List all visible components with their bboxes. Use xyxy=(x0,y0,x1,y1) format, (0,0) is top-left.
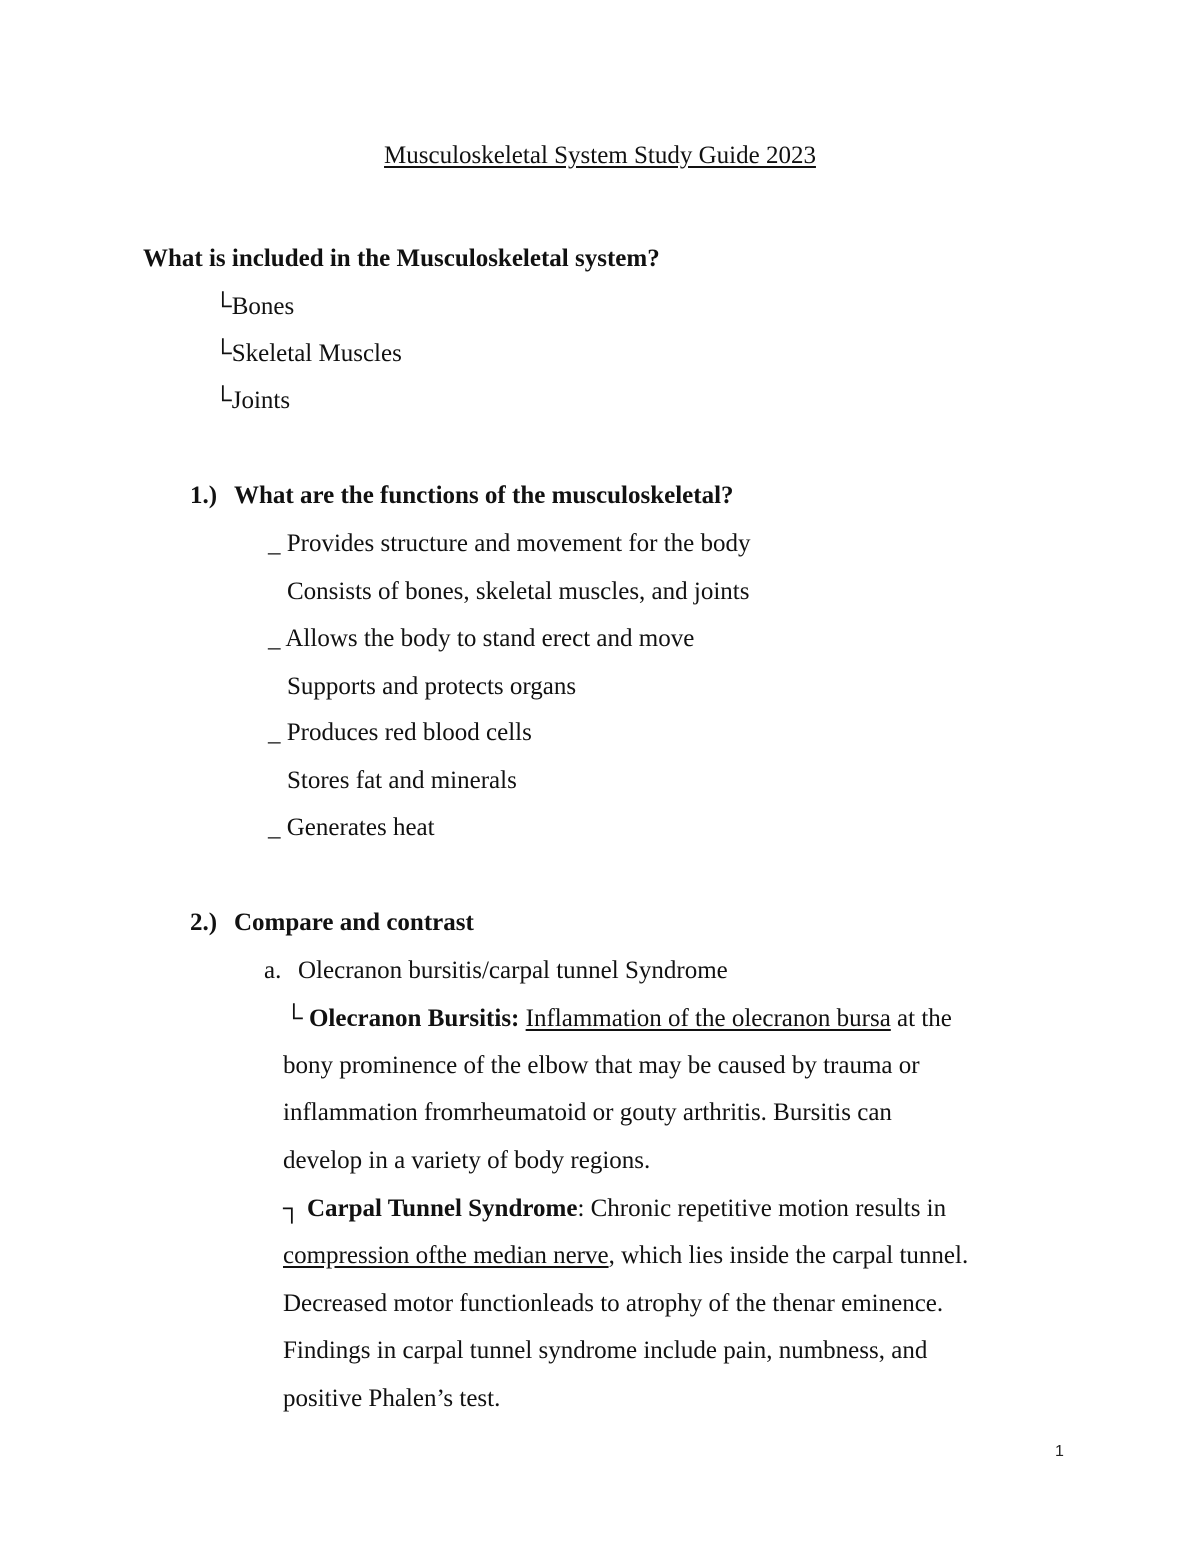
carpal-paragraph-line-1 xyxy=(283,1196,946,1221)
list-item-text: Provides structure and movement for the body xyxy=(286,530,751,557)
list-item xyxy=(287,579,749,604)
list-item xyxy=(268,626,694,651)
list-item xyxy=(287,768,517,793)
underlined-definition: compression ofthe median nerve xyxy=(283,1242,609,1269)
carpal-paragraph-line-4: Findings in carpal tunnel syndrome include pain, numbness, and xyxy=(283,1337,928,1364)
question-number: 2.) xyxy=(190,909,218,936)
carpal-paragraph-line-2 xyxy=(283,1243,968,1268)
paragraph-text: , which lies inside the carpal tunnel. xyxy=(608,1242,969,1269)
term: Olecranon Bursitis: xyxy=(308,1005,520,1032)
list-item-text: Skeletal Muscles xyxy=(231,340,402,367)
question-text: What are the functions of the musculoskeletal? xyxy=(234,482,734,509)
olecranon-paragraph-line-3: inflammation fromrheumatoid or gouty arthritis. Bursitis can xyxy=(283,1099,892,1126)
corner-bullet-icon: └ xyxy=(214,293,232,320)
corner-bullet-icon: ┐ xyxy=(283,1195,301,1222)
list-item-text: Allows the body to stand erect and move xyxy=(285,625,695,652)
question-number: 1.) xyxy=(190,482,218,509)
olecranon-paragraph-line-2: bony prominence of the elbow that may be caused by trauma or xyxy=(283,1052,920,1079)
list-item-text: Joints xyxy=(231,387,291,414)
question-text: Compare and contrast xyxy=(234,909,474,936)
list-item xyxy=(268,720,532,745)
list-item-text: Bones xyxy=(231,293,295,320)
term: Carpal Tunnel Syndrome xyxy=(306,1195,578,1222)
olecranon-paragraph-line-4: develop in a variety of body regions. xyxy=(283,1147,651,1174)
list-item xyxy=(214,341,402,366)
list-item xyxy=(268,531,751,556)
list-item xyxy=(287,674,576,699)
corner-bullet-icon: └ xyxy=(285,1005,303,1032)
list-item-text: Consists of bones, skeletal muscles, and joints xyxy=(287,578,750,605)
olecranon-paragraph-line-1 xyxy=(285,1006,952,1031)
paragraph-text: at the xyxy=(897,1005,952,1032)
list-item xyxy=(268,815,435,840)
paragraph-text: : Chronic repetitive motion results in xyxy=(577,1195,947,1222)
list-item xyxy=(214,294,294,319)
sub-item-a xyxy=(264,958,728,983)
list-item-text: Stores fat and minerals xyxy=(287,767,517,794)
question-1-heading xyxy=(190,483,734,508)
page-number: 1 xyxy=(1055,1443,1064,1460)
corner-bullet-icon: └ xyxy=(214,387,232,414)
dash-bullet-icon: _ xyxy=(268,719,281,746)
dash-bullet-icon: _ xyxy=(268,814,281,841)
list-item-text: Generates heat xyxy=(286,814,435,841)
dash-bullet-icon: _ xyxy=(268,530,281,557)
carpal-paragraph-line-3: Decreased motor functionleads to atrophy of the thenar eminence. xyxy=(283,1290,944,1317)
underlined-definition: Inflammation of the olecranon bursa xyxy=(525,1005,891,1032)
list-item xyxy=(214,388,290,413)
dash-bullet-icon: _ xyxy=(268,625,281,652)
intro-question: What is included in the Musculoskeletal system? xyxy=(143,245,660,272)
sub-item-text: Olecranon bursitis/carpal tunnel Syndrome xyxy=(298,957,728,984)
carpal-paragraph-line-5: positive Phalen’s test. xyxy=(283,1385,501,1412)
question-2-heading xyxy=(190,910,474,935)
page-title: Musculoskeletal System Study Guide 2023 xyxy=(384,142,816,169)
sub-item-label: a. xyxy=(264,957,282,984)
list-item-text: Supports and protects organs xyxy=(287,673,577,700)
list-item-text: Produces red blood cells xyxy=(286,719,532,746)
corner-bullet-icon: └ xyxy=(214,340,232,367)
